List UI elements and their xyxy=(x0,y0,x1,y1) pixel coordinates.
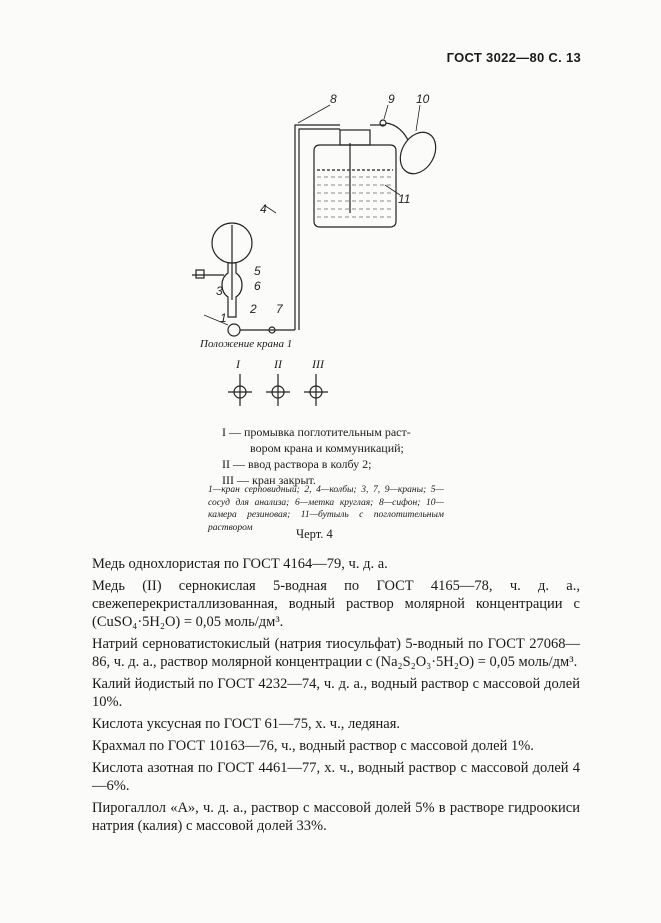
figure-caption: Положение крана 1 xyxy=(200,338,293,350)
label-8: 8 xyxy=(330,92,337,106)
tap-1 xyxy=(228,324,240,336)
apparatus-diagram xyxy=(180,85,480,375)
tap-positions xyxy=(214,356,354,412)
paragraph: Натрий серноватистокислый (натрия тиосульфат) 5-водный по ГОСТ 27068—86, ч. д. а., раствор молярной концентрации с (Na₂S₂O₃·5H₂O) = 0,05 моль/дм³. xyxy=(92,636,580,670)
legend-line-4: III — кран закрыт. xyxy=(222,473,316,487)
paragraph: Кислота уксусная по ГОСТ 61—75, х. ч., ледяная. xyxy=(92,716,400,732)
bottle-shape xyxy=(314,145,396,227)
tap-position-2 xyxy=(266,374,290,406)
label-11: 11 xyxy=(398,192,411,206)
figure-number: Черт. 4 xyxy=(296,527,333,541)
position-label-2: II xyxy=(274,357,282,371)
paragraph: Кислота азотная по ГОСТ 4461—77, х. ч., водный раствор с массовой долей 4—6%. xyxy=(92,760,580,794)
label-6: 6 xyxy=(254,279,261,293)
leader-10 xyxy=(416,105,420,131)
label-7: 7 xyxy=(276,302,283,316)
paragraph: Медь однохлористая по ГОСТ 4164—79, ч. д. а. xyxy=(92,556,388,572)
label-5: 5 xyxy=(254,264,261,278)
label-1: 1 xyxy=(220,311,227,325)
legend-line-3: II — ввод раствора в колбу 2; xyxy=(222,457,372,471)
label-3: 3 xyxy=(216,284,223,298)
leader-8 xyxy=(298,105,330,123)
paragraph: Крахмал по ГОСТ 10163—76, ч., водный раствор с массовой долей 1%. xyxy=(92,738,534,754)
reagent-list xyxy=(92,555,580,839)
position-label-3: III xyxy=(312,357,324,371)
label-4: 4 xyxy=(260,202,267,216)
label-10: 10 xyxy=(416,92,430,106)
leader-9 xyxy=(384,105,388,119)
bottle-stopper xyxy=(340,130,370,145)
siphon-tube-inner xyxy=(299,129,340,330)
paragraph: Калий йодистый по ГОСТ 4232—74, ч. д. а., водный раствор с массовой долей 10%. xyxy=(92,676,580,710)
rubber-chamber xyxy=(393,126,443,180)
paragraph: Пирогаллол «А», ч. д. а., раствор с массовой долей 5% в растворе гидроокиси натрия (калия) с массовой долей 33%. xyxy=(92,800,580,834)
parts-legend: 1—кран серповидный; 2, 4—колбы; 3, 7, 9—краны; 5—сосуд для анализа; 6—метка круглая; 8—сифон; 10—камера резиновая; 11—бутыль с поглотительным раствором xyxy=(208,485,444,533)
label-9: 9 xyxy=(388,92,395,106)
legend-line-2: вором крана и коммуникаций; xyxy=(250,441,404,455)
position-legend xyxy=(222,424,462,488)
legend-line-1: I — промывка поглотительным раст- xyxy=(222,425,411,439)
position-label-1: I xyxy=(236,357,240,371)
liquid-hatch xyxy=(317,177,393,217)
page-header: ГОСТ 3022—80 С. 13 xyxy=(446,50,581,65)
balloon-neck xyxy=(386,123,408,140)
label-2: 2 xyxy=(250,302,257,316)
paragraph: Медь (II) сернокислая 5-водная по ГОСТ 4165—78, ч. д. а., свежеперекристаллизованная, водный раствор молярной концентрации с (CuSO₄·5H₂O) = 0,05 моль/дм³. xyxy=(92,578,580,630)
tap-position-1 xyxy=(228,374,252,406)
valve-3 xyxy=(196,270,204,278)
tap-position-3 xyxy=(304,374,328,406)
